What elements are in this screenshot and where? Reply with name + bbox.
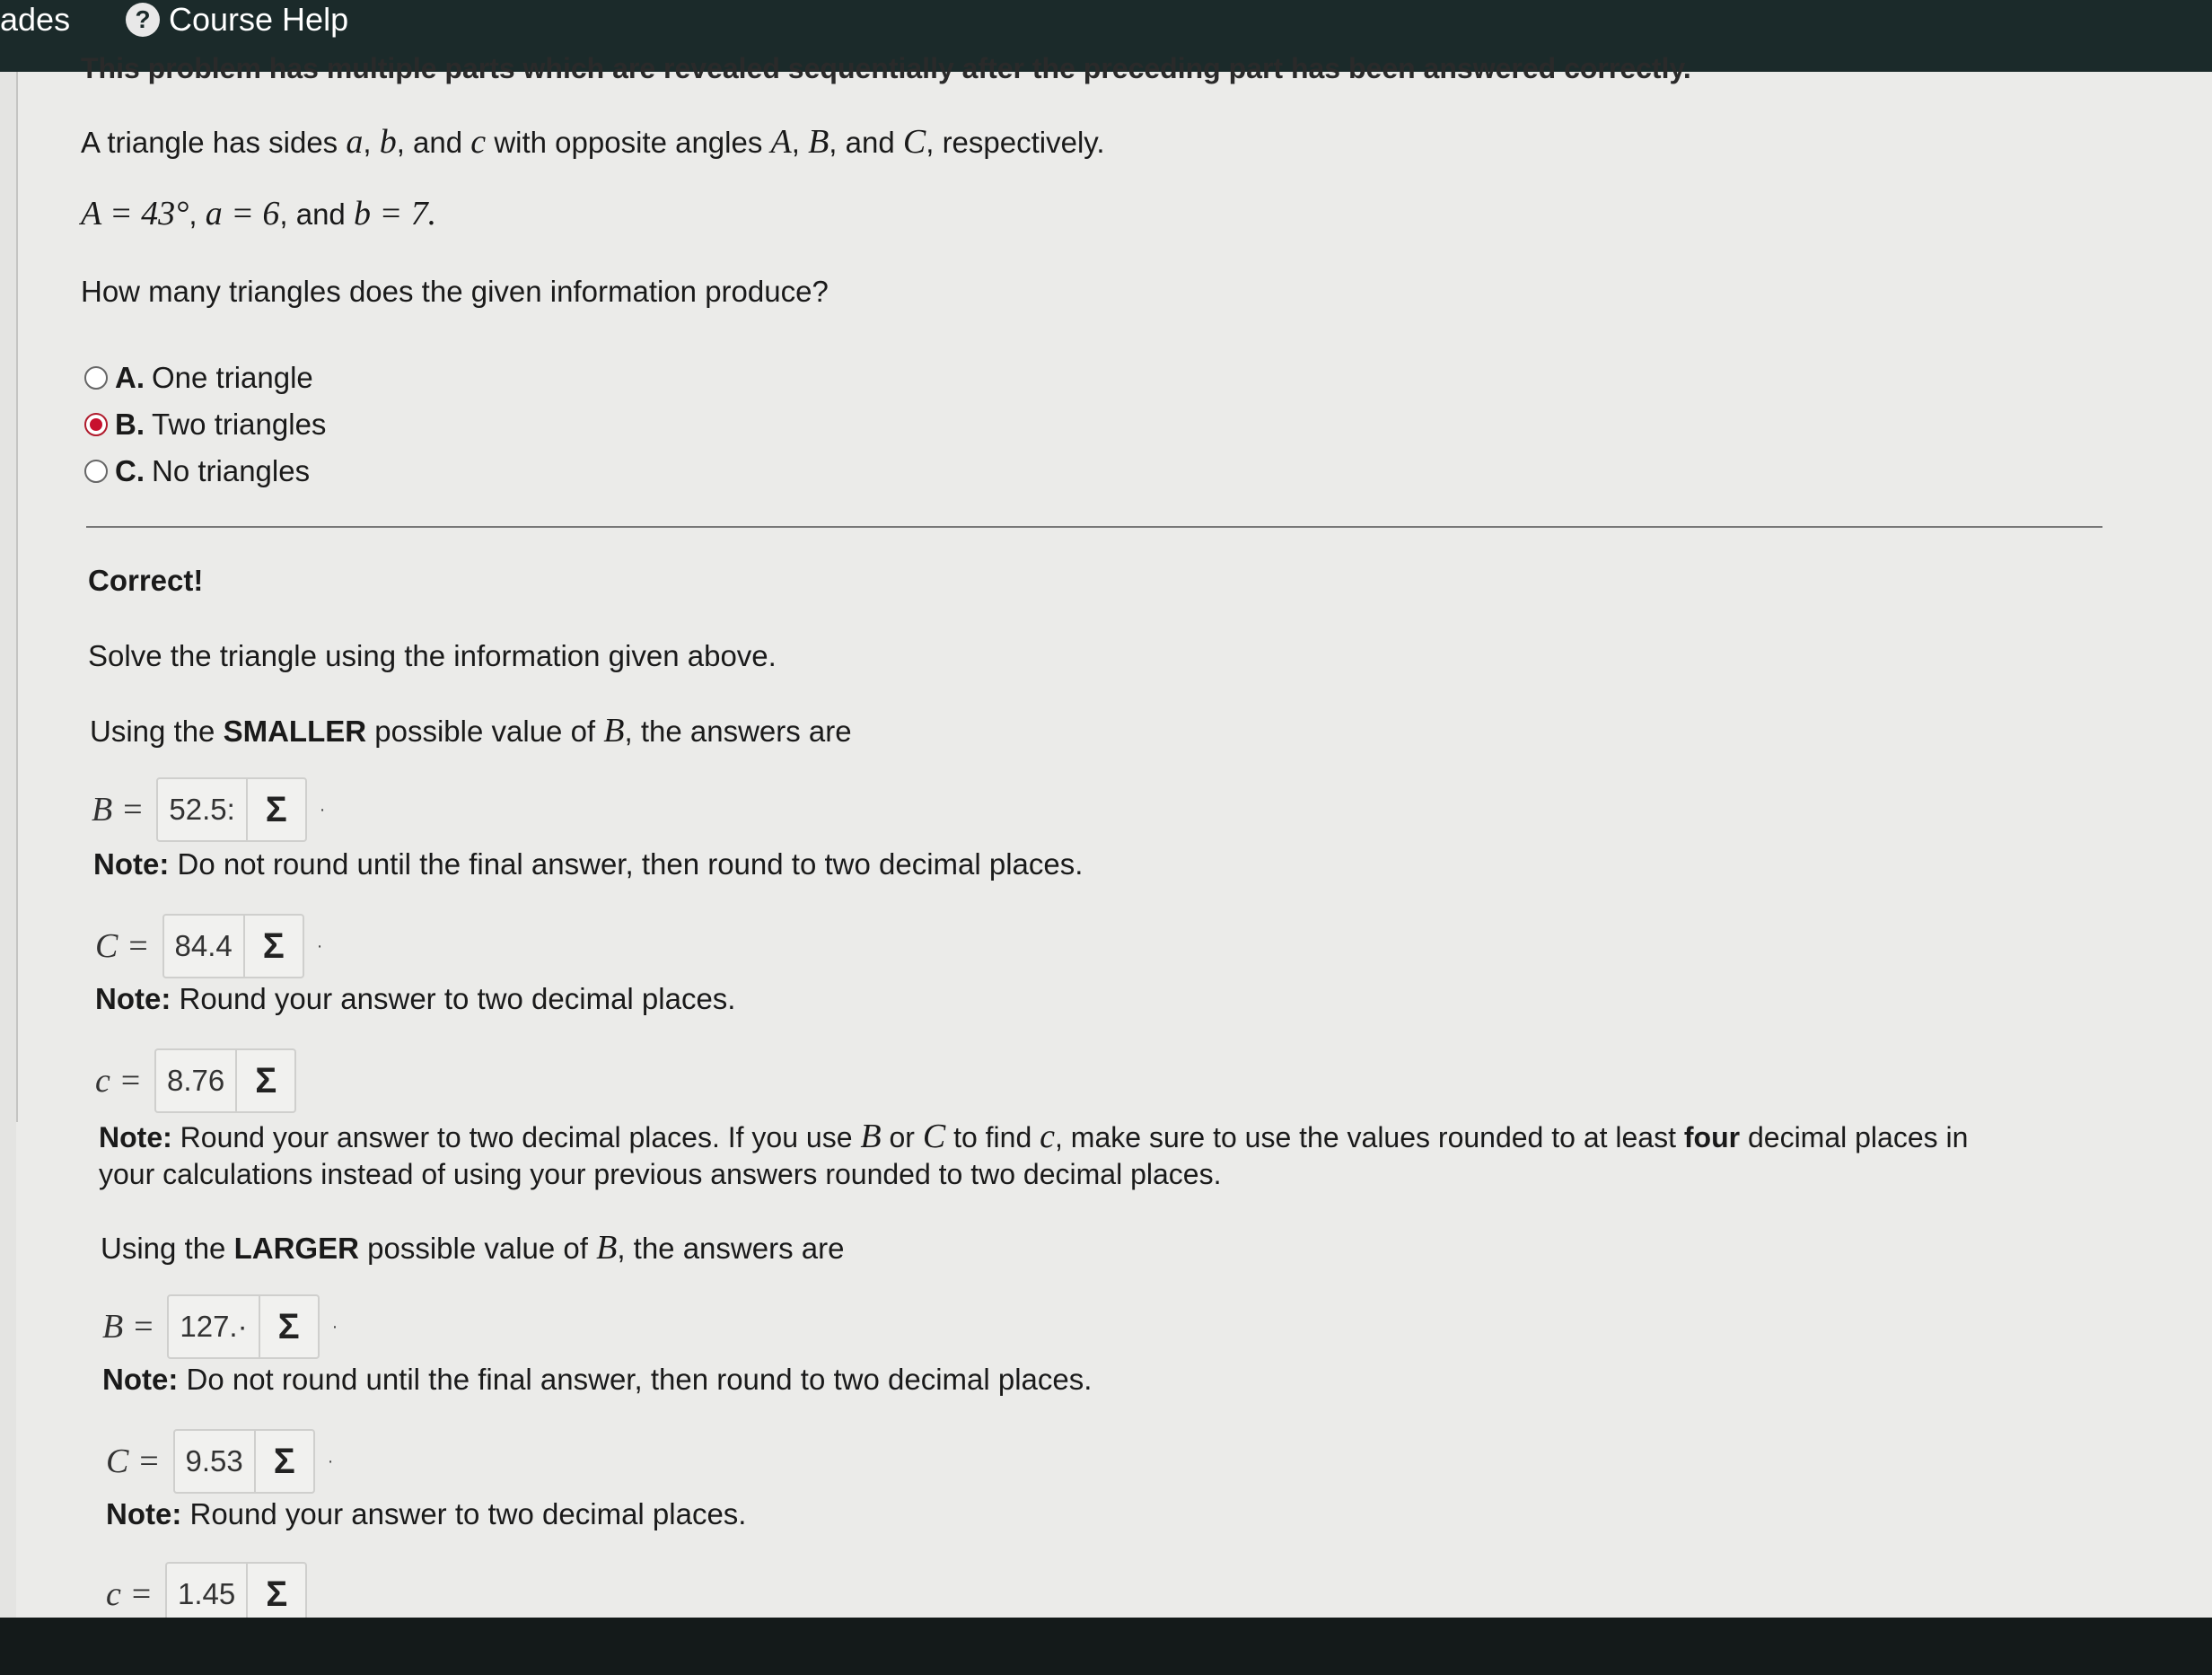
larger-c-field: c = 1.45 Σ [106, 1562, 307, 1627]
answer-box[interactable] [162, 914, 304, 978]
correct-status: Correct! [88, 564, 204, 597]
question-text: How many triangles does the given information produce? [81, 275, 829, 308]
larger-B-field: B = 127.· Σ · [102, 1294, 338, 1359]
smaller-c-note-line1: Note: Round your answer to two decimal places. If you use B or C to find c, make sure to use the values rounded to at least four decimal places in [99, 1118, 1969, 1155]
section-divider [86, 526, 2102, 528]
answer-input[interactable]: 9.53 [185, 1444, 243, 1478]
larger-C-field: C = 9.53 Σ · [106, 1429, 333, 1494]
nav-grades-link[interactable]: ades [0, 1, 71, 38]
smaller-c-note-line2: your calculations instead of using your previous answers rounded to two decimal places. [99, 1158, 1222, 1190]
smaller-c-field: c = 8.76 Σ [95, 1048, 296, 1113]
answer-box[interactable] [156, 777, 306, 842]
radio-button[interactable] [84, 460, 108, 483]
sigma-icon[interactable]: Σ [243, 916, 303, 977]
option-no-triangles[interactable]: C. No triangles [84, 454, 310, 488]
sigma-icon[interactable]: Σ [235, 1050, 294, 1111]
course-help-label: Course Help [169, 1, 349, 38]
answer-input[interactable]: 84.4 [174, 929, 233, 962]
nav-course-help-link[interactable] [126, 0, 348, 39]
larger-B-note: Note: Do not round until the final answer, then round to two decimal places. [102, 1363, 1093, 1396]
sequential-parts-banner: This problem has multiple parts which are revealed sequentially after the preceding part has been answered correctly. [81, 52, 1691, 84]
sigma-icon[interactable]: Σ [259, 1296, 318, 1357]
question-circle-icon: ? [126, 3, 160, 37]
sigma-icon[interactable]: Σ [246, 1564, 305, 1625]
answer-input[interactable]: 1.45 [178, 1577, 236, 1610]
answer-box[interactable] [173, 1429, 315, 1494]
smaller-C-field: C = 84.4 Σ · [95, 914, 322, 978]
smaller-B-field: B = 52.5: Σ · [92, 777, 325, 842]
sigma-icon[interactable]: Σ [246, 779, 305, 840]
left-border [16, 72, 18, 1122]
sigma-icon[interactable]: Σ [254, 1431, 313, 1492]
answer-input[interactable]: 52.5: [169, 793, 235, 826]
given-values: A = 43°, a = 6, and b = 7. [81, 195, 437, 232]
solve-instruction: Solve the triangle using the information given above. [88, 639, 777, 672]
problem-content [16, 52, 2212, 1618]
option-two-triangles[interactable]: B. Two triangles [84, 408, 326, 442]
larger-C-note: Note: Round your answer to two decimal places. [106, 1497, 747, 1530]
smaller-heading: Using the SMALLER possible value of B, the answers are [90, 712, 852, 750]
smaller-C-note: Note: Round your answer to two decimal places. [95, 982, 736, 1015]
answer-box[interactable] [167, 1294, 319, 1359]
screen-bottom-bezel [0, 1618, 2212, 1675]
smaller-B-note: Note: Do not round until the final answer, then round to two decimal places. [93, 847, 1084, 881]
option-one-triangle[interactable]: A. One triangle [84, 361, 313, 395]
larger-heading: Using the LARGER possible value of B, the answers are [101, 1229, 845, 1267]
answer-input[interactable]: 127.· [180, 1310, 248, 1343]
answer-input[interactable]: 8.76 [167, 1064, 225, 1097]
radio-button-selected[interactable] [84, 413, 108, 436]
radio-button[interactable] [84, 366, 108, 390]
answer-box[interactable] [154, 1048, 296, 1113]
problem-intro: A triangle has sides a, b, and c with opposite angles A, B, and C, respectively. [81, 123, 1105, 161]
